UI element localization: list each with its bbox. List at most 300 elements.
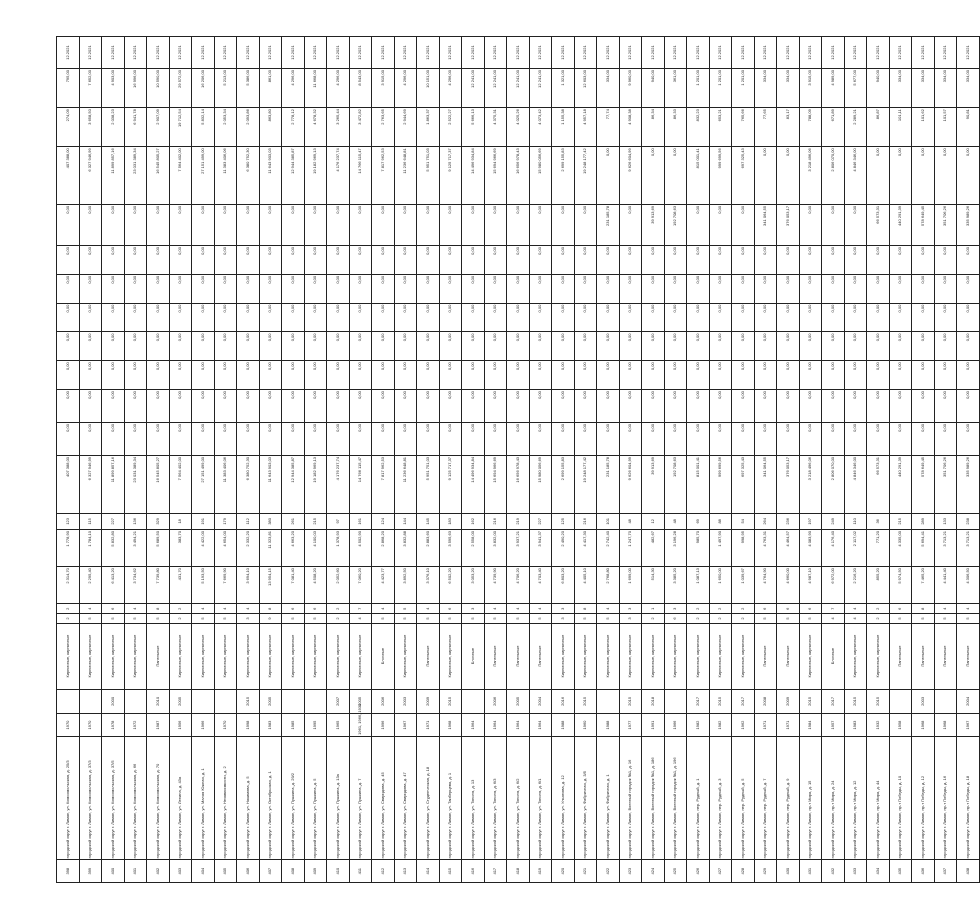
cell-c12: 0,00 — [822, 390, 845, 423]
cell-floors: 5 — [102, 614, 125, 623]
cell-num: 415 — [439, 860, 462, 883]
cell-c20: 4 957,18 — [574, 108, 597, 147]
cell-c20: 5 666,13 — [462, 108, 485, 147]
cell-c15: 0,00 — [664, 303, 687, 332]
cell-c20: 86,34 — [642, 108, 665, 147]
cell-c18: 0,00 — [822, 204, 845, 245]
cell-c10: 16 656 978,43 — [507, 455, 530, 513]
cell-num: 418 — [507, 860, 530, 883]
cell-c14: 0,00 — [732, 332, 755, 361]
cell-c12: 0,00 — [642, 390, 665, 423]
cell-c21: 334,00 — [754, 69, 777, 108]
cell-material: Блочные — [372, 623, 395, 689]
cell-floors: 5 — [372, 614, 395, 623]
table-row — [934, 37, 957, 883]
cell-c17: 0,00 — [709, 246, 732, 275]
cell-c21: 4 296,00 — [327, 69, 350, 108]
cell-c15: 0,00 — [79, 303, 102, 332]
cell-year-renov: 2006 — [484, 689, 507, 714]
cell-c20: 86,33 — [664, 108, 687, 147]
cell-c11: 0,00 — [439, 423, 462, 456]
cell-c17: 0,00 — [462, 246, 485, 275]
cell-total: 11 643 903,03 — [259, 147, 282, 205]
cell-num: 425 — [664, 860, 687, 883]
cell-floors: 2 — [642, 614, 665, 623]
cell-entrances: 6 — [439, 604, 462, 614]
cell-material: Кирпичные, кирпичные — [237, 623, 260, 689]
cell-c21: 29 572,00 — [169, 69, 192, 108]
cell-entrances: 4 — [79, 604, 102, 614]
cell-c21: 5 677,00 — [844, 69, 867, 108]
cell-year-end: 12.2021 — [912, 37, 935, 69]
cell-num: 427 — [709, 860, 732, 883]
cell-c16: 0,00 — [529, 274, 552, 303]
cell-c21: 334,00 — [934, 69, 957, 108]
cell-material: Кирпичные, кирпичные — [169, 623, 192, 689]
cell-residents: 144 — [394, 513, 417, 529]
cell-address: городской округ г. Лиман, пр-т Победы, д. 10 — [889, 736, 912, 860]
cell-c20: 3 472,82 — [349, 108, 372, 147]
cell-c10: 815 001,41 — [687, 455, 710, 513]
cell-c17: 0,00 — [574, 246, 597, 275]
cell-c14: 0,00 — [259, 332, 282, 361]
cell-c11: 0,00 — [417, 423, 440, 456]
cell-floors: 5 — [799, 614, 822, 623]
cell-material: Блочные — [462, 623, 485, 689]
cell-c15: 0,00 — [102, 303, 125, 332]
cell-total: 0,00 — [777, 147, 800, 205]
cell-num: 402 — [147, 860, 170, 883]
cell-c16: 0,00 — [349, 274, 372, 303]
cell-c11: 0,00 — [169, 423, 192, 456]
cell-area-living: 3 713,21 — [957, 530, 980, 567]
cell-year-built: 1968 — [934, 714, 957, 737]
cell-c16: 0,00 — [79, 274, 102, 303]
cell-entrances: 5 — [394, 604, 417, 614]
cell-total: 0,00 — [912, 147, 935, 205]
cell-c18: 440 291,39 — [889, 204, 912, 245]
cell-address: городской округ г. Лиман, Военный городок №1, д. 196 — [664, 736, 687, 860]
cell-c17: 0,00 — [934, 246, 957, 275]
cell-c18: 0,00 — [552, 204, 575, 245]
cell-c16: 0,00 — [597, 274, 620, 303]
cell-c15: 0,00 — [439, 303, 462, 332]
cell-c12: 0,00 — [462, 390, 485, 423]
cell-year-renov: 2003 — [394, 689, 417, 714]
cell-c12: 0,00 — [237, 390, 260, 423]
cell-c21: 3 915,00 — [372, 69, 395, 108]
cell-c17: 0,00 — [417, 246, 440, 275]
cell-c21: 12 241,00 — [529, 69, 552, 108]
cell-c18: 39 913,69 — [642, 204, 665, 245]
cell-c15: 0,00 — [124, 303, 147, 332]
cell-c18: 0,00 — [124, 204, 147, 245]
cell-address: городской округ г. Лиман, Военный городок №1, д. 16 — [619, 736, 642, 860]
cell-year-end: 12.2021 — [394, 37, 417, 69]
cell-c17: 0,00 — [327, 246, 350, 275]
cell-total: 0,00 — [664, 147, 687, 205]
cell-year-end: 12.2021 — [214, 37, 237, 69]
cell-area-living: 4 422,00 — [192, 530, 215, 567]
cell-c18: 192 708,63 — [664, 204, 687, 245]
cell-c21: 861,00 — [259, 69, 282, 108]
cell-address: городской округ г. Лиман, ул. Пушкина, д. 7 — [349, 736, 372, 860]
cell-address: городской округ г. Лиман, ул. Тополя, д. 6/1 — [529, 736, 552, 860]
cell-year-renov: 2004 — [957, 689, 980, 714]
cell-floors: 5 — [529, 614, 552, 623]
cell-entrances: 8 — [912, 604, 935, 614]
cell-year-renov: 2009 — [777, 689, 800, 714]
cell-year-built: 1982 — [709, 714, 732, 737]
cell-c17: 0,00 — [552, 246, 575, 275]
cell-c13: 0,00 — [844, 361, 867, 390]
cell-c14: 0,00 — [642, 332, 665, 361]
cell-num: 438 — [957, 860, 980, 883]
cell-address: городской округ г. Лиман, ул. Малая Южная, д. 1 — [192, 736, 215, 860]
cell-num: 405 — [214, 860, 237, 883]
cell-residents: 329 — [147, 513, 170, 529]
cell-entrances: 6 — [282, 604, 305, 614]
cell-c12: 0,00 — [529, 390, 552, 423]
cell-area-living: 3 937,21 — [507, 530, 530, 567]
cell-c21: 334,00 — [889, 69, 912, 108]
cell-c16: 0,00 — [867, 274, 890, 303]
cell-c10: 23 031 389,34 — [124, 455, 147, 513]
cell-c13: 0,00 — [259, 361, 282, 390]
cell-area-living: 3 832,00 — [484, 530, 507, 567]
cell-c20: 2 289,21 — [844, 108, 867, 147]
cell-num: 400 — [102, 860, 125, 883]
cell-total: 3 218 496,06 — [799, 147, 822, 205]
cell-c11: 0,00 — [102, 423, 125, 456]
cell-c10: 697 325,43 — [732, 455, 755, 513]
cell-c13: 0,00 — [327, 361, 350, 390]
cell-c14: 0,00 — [394, 332, 417, 361]
cell-c21: 940,00 — [642, 69, 665, 108]
cell-total: 7 564 402,00 — [169, 147, 192, 205]
cell-year-renov: 2005 — [169, 689, 192, 714]
cell-year-built: 1996 — [372, 714, 395, 737]
cell-c14: 0,00 — [79, 332, 102, 361]
cell-floors: 4 — [349, 614, 372, 623]
table-row — [282, 37, 305, 883]
cell-material: Кирпичные, кирпичные — [687, 623, 710, 689]
cell-c16: 0,00 — [934, 274, 957, 303]
cell-c12: 0,00 — [192, 390, 215, 423]
cell-c17: 0,00 — [732, 246, 755, 275]
cell-c13: 0,00 — [192, 361, 215, 390]
cell-c14: 0,00 — [687, 332, 710, 361]
cell-area-total: 4 405,10 — [574, 567, 597, 604]
cell-c18: 0,00 — [709, 204, 732, 245]
cell-c14: 0,00 — [619, 332, 642, 361]
cell-c15: 0,00 — [304, 303, 327, 332]
cell-area-living: 1 778,90 — [57, 530, 80, 567]
cell-address: городской округ г. Лиман, пр-т Мира, д. 12 — [844, 736, 867, 860]
cell-entrances: 4 — [124, 604, 147, 614]
table-row — [237, 37, 260, 883]
cell-area-living: 2 558,00 — [462, 530, 485, 567]
cell-c18: 0,00 — [372, 204, 395, 245]
cell-floors: 2 — [169, 614, 192, 623]
table-row — [462, 37, 485, 883]
table-row — [259, 37, 282, 883]
cell-c18: 0,00 — [732, 204, 755, 245]
cell-c12: 0,00 — [169, 390, 192, 423]
cell-year-end: 12.2021 — [664, 37, 687, 69]
cell-c14: 0,00 — [754, 332, 777, 361]
cell-year-end: 12.2021 — [777, 37, 800, 69]
cell-c13: 0,00 — [799, 361, 822, 390]
cell-c12: 0,00 — [79, 390, 102, 423]
cell-year-renov — [214, 689, 237, 714]
cell-c17: 0,00 — [439, 246, 462, 275]
cell-c14: 0,00 — [574, 332, 597, 361]
cell-floors: 5 — [147, 614, 170, 623]
cell-year-renov — [934, 689, 957, 714]
cell-year-renov — [57, 689, 80, 714]
cell-year-built: 1966 — [192, 714, 215, 737]
cell-c21: 9 960,00 — [619, 69, 642, 108]
cell-address: городской округ г. Лиман, пер. Рудный, д. 7 — [754, 736, 777, 860]
cell-c21: 5 386,00 — [237, 69, 260, 108]
cell-year-built: 1971 — [417, 714, 440, 737]
cell-residents: 112 — [237, 513, 260, 529]
cell-c21: 940,00 — [867, 69, 890, 108]
cell-c12: 0,00 — [574, 390, 597, 423]
cell-material: Кирпичные, кирпичные — [709, 623, 732, 689]
cell-residents: 183 — [439, 513, 462, 529]
cell-area-living: 3 713,21 — [934, 530, 957, 567]
cell-c10: 66 573,31 — [867, 455, 890, 513]
cell-entrances: 6 — [799, 604, 822, 614]
cell-year-built: 1998 — [237, 714, 260, 737]
cell-c10: 19 248 177,42 — [574, 455, 597, 513]
cell-c11: 0,00 — [664, 423, 687, 456]
cell-total: 0,00 — [642, 147, 665, 205]
cell-c16: 0,00 — [777, 274, 800, 303]
cell-c13: 0,00 — [934, 361, 957, 390]
cell-c15: 0,00 — [327, 303, 350, 332]
cell-c20: 3 265,44 — [327, 108, 350, 147]
cell-c16: 0,00 — [507, 274, 530, 303]
cell-c10: 15 694 966,69 — [484, 455, 507, 513]
cell-c16: 0,00 — [282, 274, 305, 303]
cell-entrances: 2 — [867, 604, 890, 614]
cell-year-end: 12.2021 — [79, 37, 102, 69]
cell-area-total: 7 060,20 — [349, 567, 372, 604]
cell-address: городской округ г. Лиман, пр-т Победы, д. 18 — [957, 736, 980, 860]
cell-c21: 8 543,00 — [349, 69, 372, 108]
cell-year-renov: 2003 — [912, 689, 935, 714]
cell-c18: 0,00 — [214, 204, 237, 245]
cell-c16: 0,00 — [799, 274, 822, 303]
cell-year-built: 1970 — [79, 714, 102, 737]
cell-material: Панельные — [957, 623, 980, 689]
cell-total: 23 031 389,34 — [124, 147, 147, 205]
cell-c15: 0,00 — [214, 303, 237, 332]
cell-c20: 2 522,27 — [439, 108, 462, 147]
cell-c18: 578 649,45 — [912, 204, 935, 245]
cell-c14: 0,00 — [844, 332, 867, 361]
cell-area-total: 5 193,50 — [192, 567, 215, 604]
cell-c13: 0,00 — [867, 361, 890, 390]
cell-address: городской округ г. Лиман, ул. Комсомольская, д. 37/5 — [102, 736, 125, 860]
cell-residents: 88 — [709, 513, 732, 529]
cell-num: 436 — [912, 860, 935, 883]
cell-year-end: 12.2021 — [169, 37, 192, 69]
cell-year-end: 12.2021 — [102, 37, 125, 69]
cell-entrances: 2 — [687, 604, 710, 614]
cell-num: 410 — [327, 860, 350, 883]
cell-year-end: 12.2021 — [799, 37, 822, 69]
cell-c11: 0,00 — [259, 423, 282, 456]
cell-c13: 0,00 — [462, 361, 485, 390]
cell-residents: 215 — [304, 513, 327, 529]
cell-c17: 0,00 — [664, 246, 687, 275]
cell-c10: 11 383 406,06 — [214, 455, 237, 513]
table-row — [147, 37, 170, 883]
cell-area-living: 5 694,41 — [912, 530, 935, 567]
cell-address: городской округ г. Лиман, ул. Комсомольская, д. 70 — [147, 736, 170, 860]
cell-c18: 0,00 — [687, 204, 710, 245]
cell-address: городской округ г. Лиман, пер. Рудный, д. 9 — [777, 736, 800, 860]
cell-area-living: 4 417,30 — [574, 530, 597, 567]
cell-total: 6 327 946,99 — [79, 147, 102, 205]
table-row — [889, 37, 912, 883]
cell-c12: 0,00 — [327, 390, 350, 423]
cell-residents: 123 — [57, 513, 80, 529]
cell-year-renov: 2015 — [439, 689, 462, 714]
cell-c11: 0,00 — [124, 423, 147, 456]
cell-entrances: 4 — [417, 604, 440, 614]
cell-material: Панельные — [147, 623, 170, 689]
cell-c14: 0,00 — [799, 332, 822, 361]
cell-c14: 0,00 — [597, 332, 620, 361]
cell-area-living: 383,70 — [169, 530, 192, 567]
cell-c11: 0,00 — [957, 423, 980, 456]
cell-area-total: 3 734,62 — [124, 567, 147, 604]
cell-c10: 39 913,69 — [642, 455, 665, 513]
cell-address: городской округ г. Лиман, ул. Свиридова, д. 47 — [394, 736, 417, 860]
cell-c16: 0,00 — [327, 274, 350, 303]
cell-area-total: 3 053,20 — [462, 567, 485, 604]
cell-material: Панельные — [934, 623, 957, 689]
cell-c18: 0,00 — [259, 204, 282, 245]
cell-c10: 6 327 946,99 — [79, 455, 102, 513]
cell-c10: 16 545 805,27 — [147, 455, 170, 513]
cell-total: 0,00 — [889, 147, 912, 205]
cell-num: 424 — [642, 860, 665, 883]
cell-year-built: 1968 — [912, 714, 935, 737]
cell-year-built: 1977 — [619, 714, 642, 737]
cell-c10: 9 125 717,37 — [439, 455, 462, 513]
cell-year-built: 1968 — [439, 714, 462, 737]
cell-year-built: 1967 — [957, 714, 980, 737]
cell-floors: 5 — [777, 614, 800, 623]
cell-area-living: 3 832,88 — [394, 530, 417, 567]
cell-c20: 19 712,54 — [169, 108, 192, 147]
cell-year-built: 1978 — [102, 714, 125, 737]
cell-c11: 0,00 — [732, 423, 755, 456]
cell-total: 697 325,43 — [732, 147, 755, 205]
cell-area-living: 4 100,03 — [304, 530, 327, 567]
cell-c21: 12 241,00 — [484, 69, 507, 108]
cell-c20: 2 053,34 — [214, 108, 237, 147]
cell-c11: 0,00 — [754, 423, 777, 456]
cell-residents: 216 — [574, 513, 597, 529]
cell-c13: 0,00 — [372, 361, 395, 390]
cell-material: Панельные — [912, 623, 935, 689]
cell-c20: 2 093,86 — [237, 108, 260, 147]
cell-year-end: 12.2021 — [259, 37, 282, 69]
cell-total: 11 899 857,16 — [102, 147, 125, 205]
cell-year-built: 1964 — [529, 714, 552, 737]
cell-c11: 0,00 — [282, 423, 305, 456]
cell-material: Кирпичные, кирпичные — [642, 623, 665, 689]
cell-total: 15 694 966,69 — [484, 147, 507, 205]
cell-c20: 653,21 — [709, 108, 732, 147]
cell-year-end: 12.2021 — [507, 37, 530, 69]
cell-c13: 0,00 — [147, 361, 170, 390]
cell-c18: 376 053,17 — [777, 204, 800, 245]
cell-c18: 0,00 — [282, 204, 305, 245]
cell-c14: 0,00 — [57, 332, 80, 361]
cell-c15: 0,00 — [822, 303, 845, 332]
cell-floors: 5 — [439, 614, 462, 623]
cell-floors: 2 — [867, 614, 890, 623]
cell-year-renov: 2009 — [417, 689, 440, 714]
cell-address: городской округ г. Лиман, ул. Ульянова, д. 12 — [552, 736, 575, 860]
cell-num: 428 — [732, 860, 755, 883]
cell-c16: 0,00 — [417, 274, 440, 303]
cell-c12: 0,00 — [484, 390, 507, 423]
cell-c12: 0,00 — [552, 390, 575, 423]
cell-residents: 215 — [889, 513, 912, 529]
cell-year-renov: 2015 — [574, 689, 597, 714]
cell-c12: 0,00 — [687, 390, 710, 423]
cell-year-built: 1995 — [304, 714, 327, 737]
cell-area-total: 6 413,20 — [102, 567, 125, 604]
cell-entrances: 4 — [507, 604, 530, 614]
cell-area-total: 2 768,80 — [597, 567, 620, 604]
cell-c21: 334,00 — [597, 69, 620, 108]
cell-num: 434 — [867, 860, 890, 883]
table-row — [484, 37, 507, 883]
cell-residents: 191 — [192, 513, 215, 529]
cell-c20: 2 907,09 — [147, 108, 170, 147]
cell-c17: 0,00 — [529, 246, 552, 275]
cell-c20: 101,11 — [889, 108, 912, 147]
cell-c20: 2 778,12 — [282, 108, 305, 147]
cell-floors: 5 — [417, 614, 440, 623]
cell-c11: 0,00 — [192, 423, 215, 456]
cell-total: 14 766 115,47 — [349, 147, 372, 205]
cell-residents: 69 — [687, 513, 710, 529]
cell-material: Панельные — [484, 623, 507, 689]
cell-floors: 3 — [619, 614, 642, 623]
cell-residents: 249 — [822, 513, 845, 529]
cell-c21: 7 652,00 — [79, 69, 102, 108]
cell-c10: 14 766 115,47 — [349, 455, 372, 513]
cell-c18: 0,00 — [57, 204, 80, 245]
cell-residents: 162 — [462, 513, 485, 529]
cell-c20: 863,80 — [259, 108, 282, 147]
cell-c12: 0,00 — [754, 390, 777, 423]
cell-total: 0,00 — [867, 147, 890, 205]
cell-c16: 0,00 — [889, 274, 912, 303]
cell-c10: 11 643 903,03 — [259, 455, 282, 513]
